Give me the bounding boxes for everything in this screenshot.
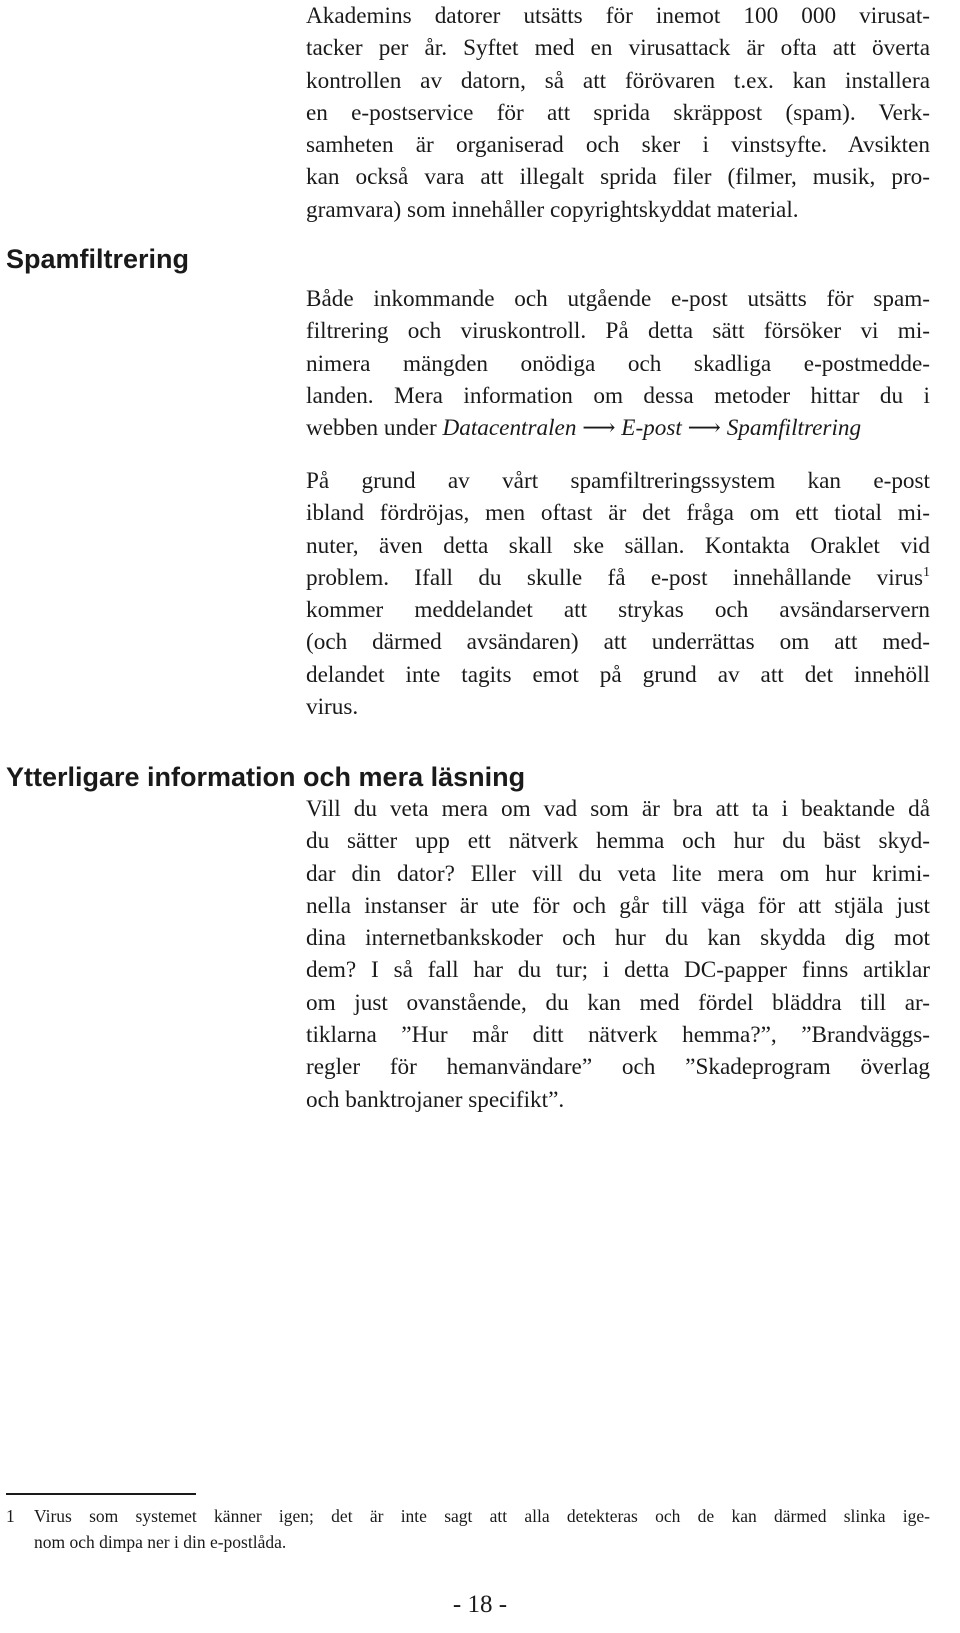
intro-line: kan också vara att illegalt sprida filer (filmer, musik, pro- <box>306 164 930 191</box>
footnote-divider <box>6 1493 196 1495</box>
intro-line: tacker per år. Syftet med en virusattack är ofta att överta <box>306 35 930 62</box>
reading-line: om just ovanstående, du kan med fördel bläddra till ar- <box>306 989 930 1016</box>
spam-p2-line: ibland fördröjas, men oftast är det fråga om ett tiotal mi- <box>306 500 930 527</box>
footnote-line: nom och dimpa ner i din e-postlåda. <box>34 1532 287 1552</box>
footnote-text <box>34 1503 930 1555</box>
reading-line: Vill du veta mera om vad som är bra att ta i beaktande då <box>306 796 930 822</box>
spam-p2-line: kommer meddelandet att strykas och avsändarservern <box>306 597 930 624</box>
footnote-number: 1 <box>6 1506 15 1526</box>
spam-paragraph-2 <box>306 465 930 723</box>
path-part-spamfiltrering: Spamfiltrering <box>726 415 862 442</box>
spam-p2-line: (och därmed avsändaren) att underrättas om att med- <box>306 629 930 656</box>
reading-line: dar din dator? Eller vill du veta lite mera om hur krimi- <box>306 860 930 887</box>
spam-p1-line: Både inkommande och utgående e-post utsätts för spam- <box>306 286 930 312</box>
intro-paragraph <box>306 0 930 226</box>
footnote-line: Virus som systemet känner igen; det är inte sagt att alla detekteras och de kan därmed slinka ige- <box>34 1506 930 1526</box>
intro-line: Akademins datorer utsätts för inemot 100 000 virusat- <box>306 3 930 29</box>
spam-p2-footnote-line <box>306 562 930 594</box>
reading-line: regler för hemanvändare” och ”Skadeprogram överlag <box>306 1054 930 1081</box>
spam-paragraph-1 <box>306 283 930 444</box>
arrow-icon: ⟶ <box>687 415 721 442</box>
reading-line: dina internetbankskoder och hur du kan skydda dig mot <box>306 925 930 952</box>
reading-line: du sätter upp ett nätverk hemma och hur du bäst skyd- <box>306 828 930 855</box>
spam-p2-line: nuter, även detta skall ske sällan. Kontakta Oraklet vid <box>306 532 930 559</box>
spam-p1-last-line <box>306 412 930 444</box>
page-number: - 18 - <box>452 1591 508 1618</box>
spam-p2-line: delandet inte tagits emot på grund av att det innehöll <box>306 661 930 688</box>
reading-paragraph <box>306 793 930 1116</box>
reading-line: tiklarna ”Hur mår ditt nätverk hemma?”, ”Brandväggs- <box>306 1022 930 1049</box>
spam-p2-line-text: problem. Ifall du skulle få e-post innehållande virus <box>306 564 923 591</box>
spam-p1-line: filtrering och viruskontroll. På detta sätt försöker vi mi- <box>306 318 930 345</box>
intro-line: samheten är organiserad och sker i vinstsyfte. Avsikten <box>306 132 930 159</box>
footnote-marker: 1 <box>922 564 930 580</box>
spam-p1-line: nimera mängden onödiga och skadliga e-postmedde- <box>306 350 930 377</box>
intro-line: kontrollen av datorn, så att förövaren t.ex. kan installera <box>306 67 930 94</box>
section-heading-spamfiltrering: Spamfiltrering <box>6 244 190 274</box>
arrow-icon: ⟶ <box>582 415 616 442</box>
path-part-epost: E-post <box>621 415 682 442</box>
intro-line: en e-postservice för att sprida skräppost (spam). Verk- <box>306 99 930 126</box>
reading-line: nella instanser är ute för och går till väga för att stjäla just <box>306 892 930 919</box>
reading-line: och banktrojaner specifikt”. <box>306 1086 565 1113</box>
path-part-datacentralen: Datacentralen <box>442 415 577 442</box>
reading-line: dem? I så fall har du tur; i detta DC-papper finns artiklar <box>306 957 930 984</box>
section-heading-ytterligare-information: Ytterligare information och mera läsning <box>6 762 526 792</box>
intro-line: gramvara) som innehåller copyrightskyddat material. <box>306 196 799 223</box>
path-prefix: webben under <box>306 415 443 442</box>
spam-p2-line: virus. <box>306 694 359 721</box>
spam-p2-line: På grund av vårt spamfiltreringssystem kan e-post <box>306 468 930 494</box>
spam-p1-line: landen. Mera information om dessa metoder hittar du i <box>306 382 930 409</box>
